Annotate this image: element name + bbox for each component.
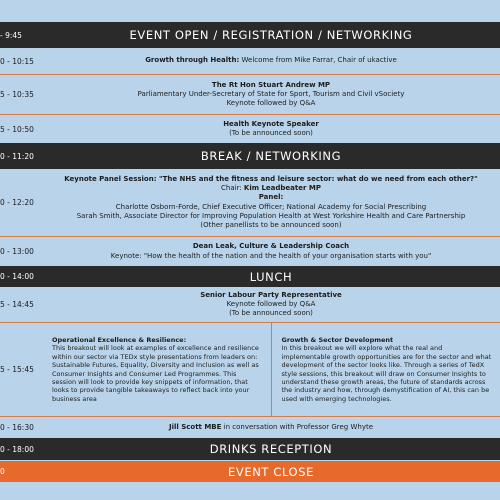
session-title: The Rt Hon Stuart Andrew MP — [211, 80, 331, 89]
time-slot: 0 - 14:00 — [0, 272, 34, 281]
time-slot: 0 - 13:00 — [0, 247, 34, 256]
session-content — [42, 237, 500, 266]
agenda-row-health-keynote — [0, 115, 500, 143]
time-slot: 0 — [0, 467, 5, 476]
session-line: Keynote followed by Q&A — [226, 99, 316, 108]
agenda-row-close — [0, 461, 500, 482]
time-slot: 5 - 10:50 — [0, 124, 34, 134]
time-slot: 0 - 12:20 — [0, 198, 34, 207]
time-slot: 0 - 18:00 — [0, 444, 34, 454]
session-title: Growth through Health: — [145, 56, 240, 65]
agenda-row-labour — [0, 287, 500, 322]
chair-label: Chair: — [221, 184, 244, 193]
session-title: EVENT CLOSE — [228, 464, 314, 479]
session-title: BREAK / NETWORKING — [200, 149, 342, 163]
session-text: Welcome from Mike Farrar, Chair of ukactive — [239, 56, 397, 65]
agenda-row-breakouts — [0, 323, 500, 416]
agenda-row-lunch — [0, 266, 500, 287]
session-line: (Other panellists to be announced soon) — [200, 220, 342, 229]
breakout-columns — [42, 323, 500, 416]
agenda-row-drinks — [0, 438, 500, 460]
breakout-left — [42, 323, 271, 416]
session-line: Sarah Smith, Associate Director for Improving Population Health at West Yorkshire Health and Care Partnership — [76, 211, 466, 220]
session-content — [42, 417, 500, 438]
session-line: (To be announced soon) — [229, 309, 313, 318]
session-title: LUNCH — [249, 269, 293, 284]
session-title: Senior Labour Party Representative — [200, 290, 342, 299]
time-slot: 0 - 16:30 — [0, 423, 34, 432]
panel-label: Panel: — [258, 193, 284, 202]
chair-line — [221, 184, 321, 193]
breakout-right — [271, 323, 500, 416]
session-line: Keynote: "How the health of the nation and the health of your organisation starts with you" — [110, 251, 432, 260]
breakout-text: This breakout will look at examples of excellence and resilience within our sector via TEDx style presentations from leaders on: Sustainable Futures, Equality, Diversity and Inclusion as well as Consumer Insights and Consumer Led Programmes. This session will look to provide key snippets of information, that looks to provide tangible takeaways to reflect back into your business area — [52, 344, 259, 403]
breakout-text: In this breakout we will explore what the real and implementable growth opportunities are for the sector and what development of the sector looks like. Through a series of TedX style sessions, this breakout will draw on Consumer Insights to understand these growth areas, the future of standards across the industry and how, through demystification of AI, this can be used with emerging technologies. — [281, 344, 492, 403]
session-title: Dean Leak, Culture & Leadership Coach — [192, 242, 350, 251]
session-content — [42, 287, 500, 322]
agenda-row-panel — [0, 169, 500, 236]
session-line: Charlotte Osborn-Forde, Chief Executive Officer; National Academy for Social Prescribing — [115, 202, 427, 211]
breakout-title: Growth & Sector Development — [281, 336, 394, 344]
session-content — [42, 169, 500, 236]
time-slot: - 9:45 — [0, 30, 22, 40]
session-content — [42, 48, 500, 74]
chair-name: Kim Leadbeater MP — [243, 184, 321, 193]
agenda-row-dean-leak — [0, 237, 500, 266]
breakout-title: Operational Excellence & Resilience: — [52, 336, 187, 344]
time-slot: 5 - 14:45 — [0, 300, 34, 309]
session-title: DRINKS RECEPTION — [209, 442, 333, 456]
agenda-row-jill-scott — [0, 417, 500, 438]
session-title: EVENT OPEN / REGISTRATION / NETWORKING — [129, 28, 413, 42]
session-line: Parliamentary Under-Secretary of State for Sport, Tourism and Civil vSociety — [137, 89, 405, 98]
session-line: Keynote followed by Q&A — [226, 299, 316, 308]
agenda-row-welcome — [0, 48, 500, 74]
session-content — [42, 75, 500, 114]
time-slot: 0 - 11:20 — [0, 151, 34, 161]
session-title: Jill Scott MBE — [168, 422, 222, 431]
session-content — [42, 115, 500, 143]
session-title: Keynote Panel Session: "The NHS and the fitness and leisure sector: what do we need from each other?" — [64, 174, 478, 183]
agenda-row-minister — [0, 75, 500, 114]
time-slot: 0 - 10:15 — [0, 56, 34, 66]
session-text: in conversation with Professor Greg Whyte — [221, 422, 374, 431]
time-slot: 5 - 10:35 — [0, 90, 34, 99]
session-line: (To be announced soon) — [229, 129, 313, 137]
agenda-row-break — [0, 143, 500, 169]
time-slot: 5 - 15:45 — [0, 365, 34, 374]
agenda-row-registration — [0, 22, 500, 48]
session-title: Health Keynote Speaker — [223, 119, 319, 128]
